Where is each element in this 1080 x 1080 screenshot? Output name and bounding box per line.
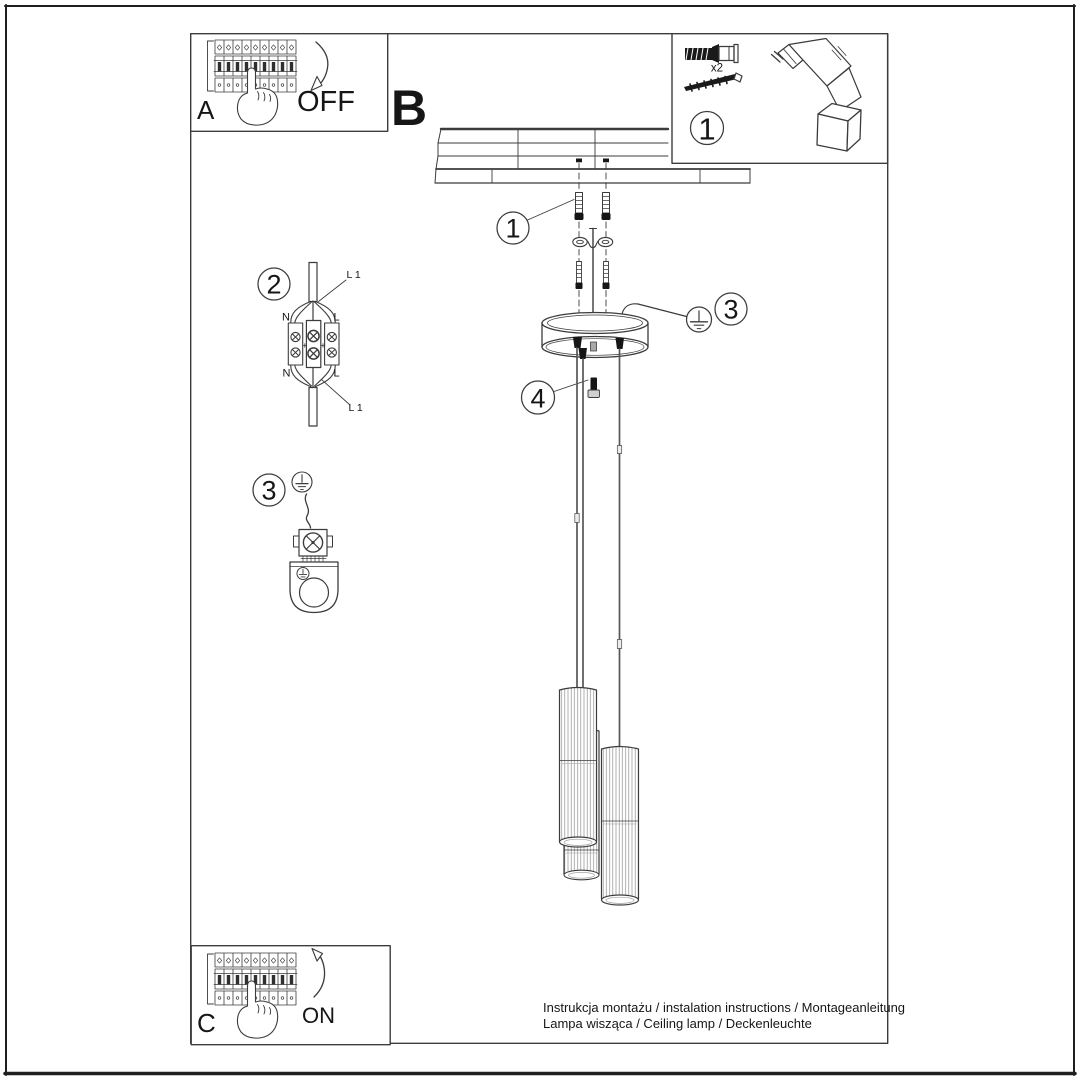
badge-wiring-label: 2 [266,269,282,300]
badge-mounting-screws-label: 1 [505,213,521,244]
pendant-tube [560,688,597,848]
badge-ground-clamp-label: 3 [261,475,277,506]
badge-parts-label: 1 [698,111,716,147]
footer-title-block [543,1000,905,1031]
wire-l-top-label: L [333,311,340,324]
wire-l1-top-label: L 1 [346,269,361,281]
wire-n-top-label: N [282,311,290,324]
step-a-action-label: OFF [297,86,355,118]
pendant-tube [602,747,639,906]
wire-l1-bottom-label: L 1 [348,402,363,414]
terminal-block-diagram [288,263,350,427]
wire-n-bottom-label: N [282,367,291,380]
step-c-label: C [197,1008,216,1038]
badge-canopy-screw-label: 4 [530,383,546,413]
center-pin-icon [591,342,597,351]
step-a-box [191,34,388,132]
ground-clamp-illustration [290,472,338,613]
outer-border [5,5,1075,1075]
step-c-action-label: ON [302,1003,335,1028]
ground-wire [305,494,310,528]
dowel-quantity-label: x2 [710,62,724,75]
mounting-screws-illustration [527,164,611,238]
canopy-illustration [542,313,648,360]
cable-gland-icon [616,338,625,349]
step-a-label: A [197,95,215,125]
step-c-box [191,946,390,1045]
cable-gland-icon [579,348,588,359]
wire-l-bottom-label: L [333,367,340,380]
badge-ground-canopy-label: 3 [723,294,739,325]
page-frame [191,34,888,1044]
pendant-tubes [560,688,639,906]
footer-line-2: Lampa wisząca / Ceiling lamp / Deckenleuchte [543,1015,812,1031]
step-b-label: B [391,80,428,136]
cable-gland-icon [573,337,582,348]
footer-line-1: Instrukcja montażu / instalation instructions / Montageanleitung [543,1000,906,1015]
